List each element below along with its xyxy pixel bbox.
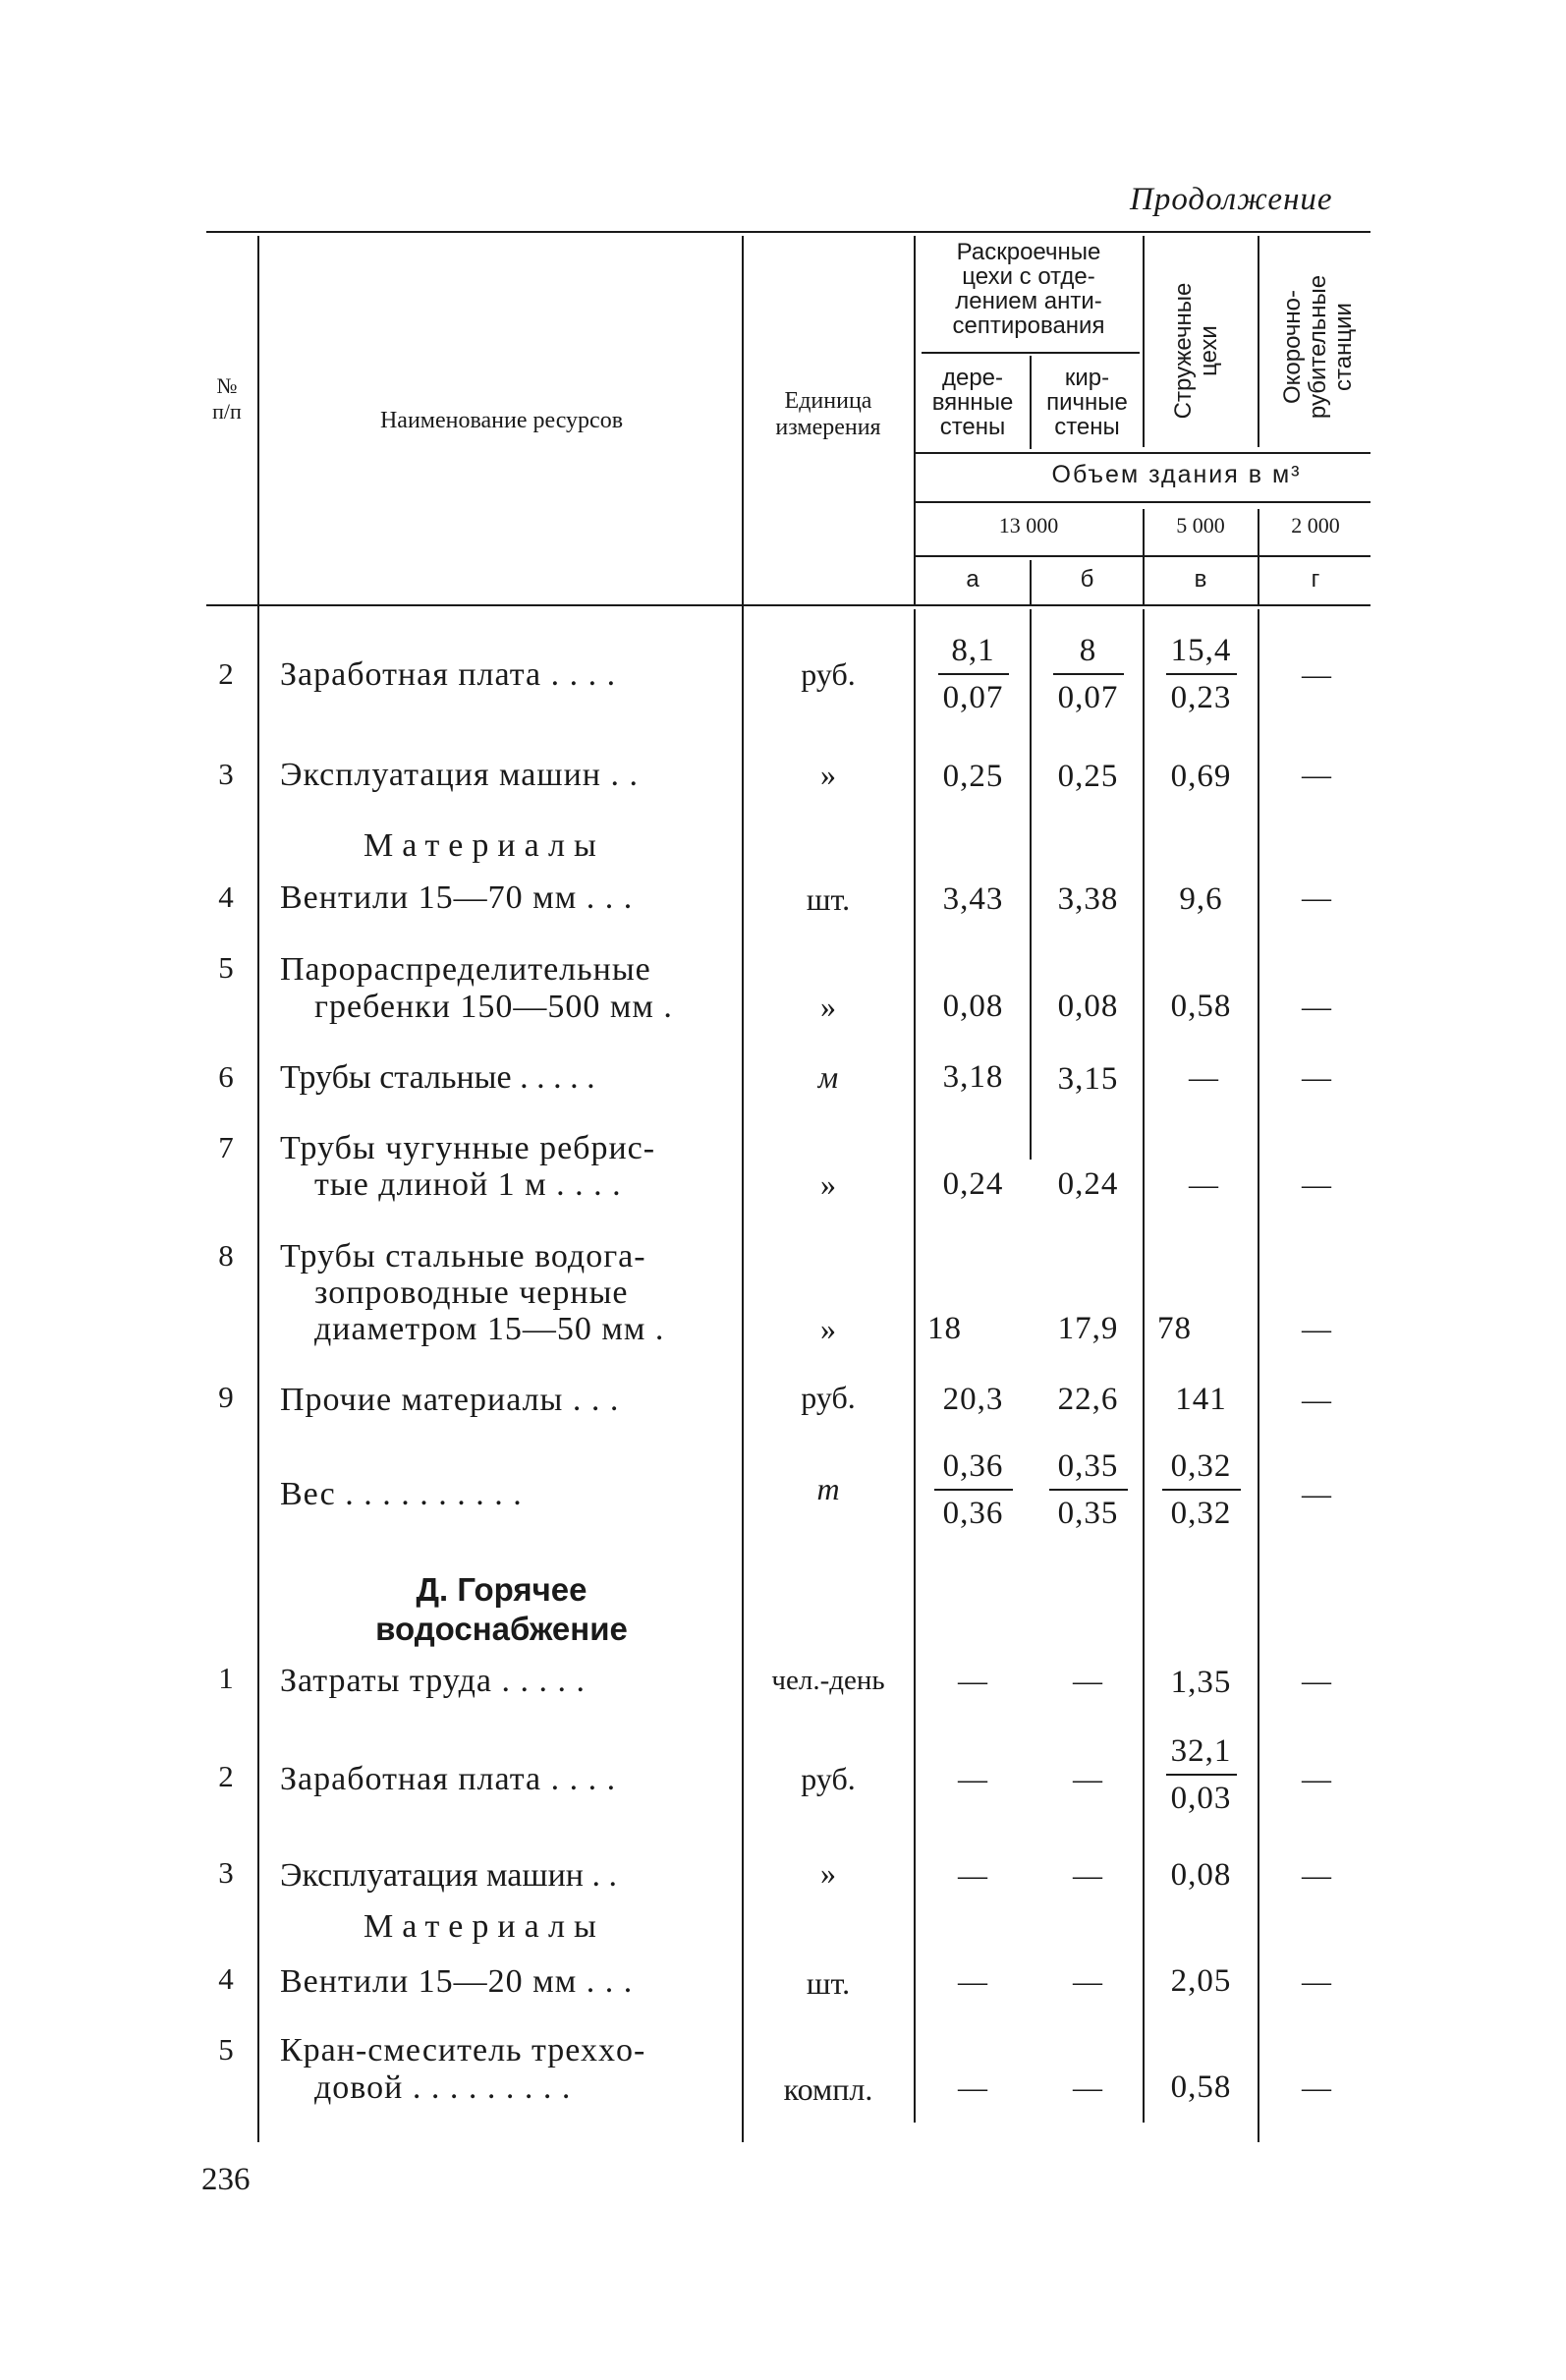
row-name: Заработная плата . . . .	[280, 656, 617, 693]
row-unit: »	[820, 1855, 836, 1891]
col-rule-3-head	[914, 236, 916, 604]
row-unit: чел.-день	[771, 1665, 885, 1696]
header-struzh: Стружечные цехи	[1170, 282, 1222, 420]
row-number: 2	[218, 656, 234, 691]
col-rule-6-head	[1258, 236, 1259, 447]
row-unit: шт.	[806, 1965, 851, 2001]
row-number: 9	[218, 1380, 234, 1414]
cell-b: —	[1073, 1665, 1102, 1697]
cell-d: —	[1302, 1965, 1331, 1998]
fraction-b: 0,35 0,35	[1036, 1446, 1140, 1533]
cell-b: —	[1073, 1763, 1102, 1795]
cell-d: —	[1302, 991, 1331, 1023]
fraction-c: 0,32 0,32	[1149, 1446, 1253, 1533]
cell-d: —	[1302, 1313, 1331, 1345]
volume-rule	[914, 501, 1370, 503]
col-rule-4-letters	[1030, 560, 1032, 604]
header-raskroy: Раскроечные цехи с отде- лением анти- септирования	[952, 239, 1105, 339]
row-name: Трубы стальные . . . . .	[280, 1059, 595, 1096]
cell-c: 0,69	[1170, 759, 1232, 794]
cell-d: —	[1302, 658, 1331, 691]
cell-d: —	[1302, 1478, 1331, 1510]
header-unit: Единица измерения	[775, 388, 881, 440]
cell-c: 0,58	[1170, 2069, 1232, 2105]
header-wood-walls: дере- вянные стены	[931, 365, 1014, 440]
row-number: 8	[218, 1238, 234, 1273]
cell-c: 9,6	[1179, 881, 1223, 917]
row-unit: руб.	[801, 656, 856, 692]
cell-a: —	[958, 1665, 987, 1697]
cell-a: 20,3	[942, 1382, 1004, 1417]
row-number: 5	[218, 2032, 234, 2067]
subheading-materials: Материалы	[364, 827, 605, 864]
row-name: Эксплуатация машин . .	[280, 1857, 617, 1894]
row-name: Трубы чугунные ребрис-	[280, 1130, 656, 1166]
fraction-a: 0,36 0,36	[922, 1446, 1025, 1533]
cell-b: —	[1073, 1859, 1102, 1892]
col-rule-5	[1143, 609, 1145, 2123]
row-name: Трубы стальные водога-	[280, 1238, 646, 1275]
row-number: 5	[218, 950, 234, 985]
cell-d: —	[1302, 1384, 1331, 1416]
cell-b: 0,24	[1057, 1166, 1119, 1202]
row-unit: шт.	[806, 881, 851, 917]
cell-c: 78	[1157, 1311, 1192, 1346]
row-name: Вес . . . . . . . . . .	[280, 1476, 523, 1512]
row-name: Заработная плата . . . .	[280, 1761, 617, 1797]
row-unit: »	[820, 989, 836, 1024]
header-name: Наименование ресурсов	[379, 408, 624, 433]
col-rule-6	[1258, 609, 1259, 2142]
row-name-cont: довой . . . . . . . . .	[314, 2069, 572, 2106]
row-unit: »	[820, 1311, 836, 1346]
cell-c: 141	[1175, 1382, 1227, 1417]
cell-b: —	[1073, 2071, 1102, 2104]
cell-a: 3,18	[942, 1059, 1004, 1095]
cell-d: —	[1302, 881, 1331, 914]
row-number: 6	[218, 1059, 234, 1094]
header-no: № п/п	[212, 373, 242, 424]
cell-d: —	[1302, 1061, 1331, 1094]
row-name: Кран-смеситель трехxo-	[280, 2032, 646, 2068]
cell-b: 3,15	[1057, 1061, 1119, 1097]
subgroup-rule	[922, 352, 1140, 354]
letter-a: а	[966, 566, 979, 593]
header-brick-walls: кир- пичные стены	[1046, 365, 1128, 440]
row-name: Парораспределительные	[280, 951, 651, 988]
cell-d: —	[1302, 1763, 1331, 1795]
cell-c: 1,35	[1170, 1665, 1232, 1700]
col-rule-5-head	[1143, 236, 1145, 447]
cell-d: —	[1302, 1665, 1331, 1697]
col-rule-4-head	[1030, 356, 1032, 449]
row-unit: м	[817, 1059, 839, 1095]
cell-d: —	[1302, 1859, 1331, 1892]
col-rule-4	[1030, 609, 1032, 1160]
col-rule-5-vol	[1143, 509, 1145, 604]
letter-b: б	[1080, 566, 1094, 593]
row-unit: »	[820, 1166, 836, 1202]
row-name: Вентили 15—20 мм . . .	[280, 1963, 634, 2000]
subheading-materials: Материалы	[364, 1908, 605, 1945]
row-name: Эксплуатация машин . .	[280, 757, 639, 793]
cell-a: —	[958, 2071, 987, 2104]
row-name-cont: гребенки 150—500 мм .	[314, 989, 673, 1025]
row-unit: руб.	[801, 1380, 856, 1415]
row-name-cont: тые длиной 1 м . . . .	[314, 1166, 622, 1203]
cell-a: 0,25	[942, 759, 1004, 794]
fraction-c: 32,1 0,03	[1149, 1731, 1253, 1818]
row-unit: руб.	[801, 1761, 856, 1796]
cell-c: —	[1189, 1168, 1218, 1201]
cell-b: 3,38	[1057, 881, 1119, 917]
cell-a: 0,24	[942, 1166, 1004, 1202]
cell-a: 18	[927, 1311, 962, 1346]
cell-c: 0,08	[1170, 1857, 1232, 1893]
cell-b: 22,6	[1057, 1382, 1119, 1417]
row-name-cont: зопроводные черные	[314, 1275, 629, 1311]
cell-b: 0,08	[1057, 989, 1119, 1024]
cell-a: 3,43	[942, 881, 1004, 917]
fraction-a: 8,1 0,07	[922, 631, 1025, 717]
cell-b: 17,9	[1057, 1311, 1119, 1346]
volume-5000: 5 000	[1176, 513, 1225, 538]
row-name: Затраты труда . . . . .	[280, 1663, 587, 1699]
letter-v: в	[1194, 566, 1207, 593]
row-number: 7	[218, 1130, 234, 1164]
col-rule-2	[742, 236, 744, 2142]
volume-label: Объем здания в м³	[1051, 461, 1302, 488]
row-name: Прочие материалы . . .	[280, 1382, 620, 1418]
cell-a: 0,08	[942, 989, 1004, 1024]
cell-a: —	[958, 1965, 987, 1998]
row-name-cont: диаметром 15—50 мм .	[314, 1311, 665, 1347]
col-rule-1	[257, 236, 259, 2142]
row-number: 3	[218, 1855, 234, 1890]
continuation-label: Продолжение	[1130, 182, 1333, 217]
cell-b: —	[1073, 1965, 1102, 1998]
row-number: 4	[218, 1961, 234, 1996]
page-number: 236	[201, 2162, 251, 2197]
cell-c: 0,58	[1170, 989, 1232, 1024]
cell-c: —	[1189, 1061, 1218, 1094]
cell-d: —	[1302, 2071, 1331, 2104]
header-okor: Окорочно- рубительные станции	[1279, 274, 1357, 420]
col-rule-6-vol	[1258, 509, 1259, 604]
table-top-rule	[206, 231, 1370, 233]
section-heading-hot-water: Д. Горячее водоснабжение	[375, 1571, 628, 1647]
row-number: 3	[218, 757, 234, 791]
row-name: Вентили 15—70 мм . . .	[280, 879, 634, 916]
cell-d: —	[1302, 1168, 1331, 1201]
header-bottom-rule	[206, 604, 1370, 606]
volume-2000: 2 000	[1291, 513, 1340, 538]
col-rule-3	[914, 609, 916, 2123]
cell-a: —	[958, 1763, 987, 1795]
row-unit: компл.	[783, 2071, 873, 2107]
volume-13000: 13 000	[998, 513, 1059, 538]
cell-a: —	[958, 1859, 987, 1892]
row-unit: »	[820, 757, 836, 792]
row-number: 1	[218, 1661, 234, 1695]
cell-d: —	[1302, 759, 1331, 791]
cell-b: 0,25	[1057, 759, 1119, 794]
letter-g: г	[1311, 566, 1320, 593]
row-number: 4	[218, 879, 234, 914]
row-number: 2	[218, 1759, 234, 1793]
fraction-b: 8 0,07	[1036, 631, 1140, 717]
fraction-c: 15,4 0,23	[1149, 631, 1253, 717]
cell-c: 2,05	[1170, 1963, 1232, 1999]
row-unit: т	[816, 1471, 840, 1506]
